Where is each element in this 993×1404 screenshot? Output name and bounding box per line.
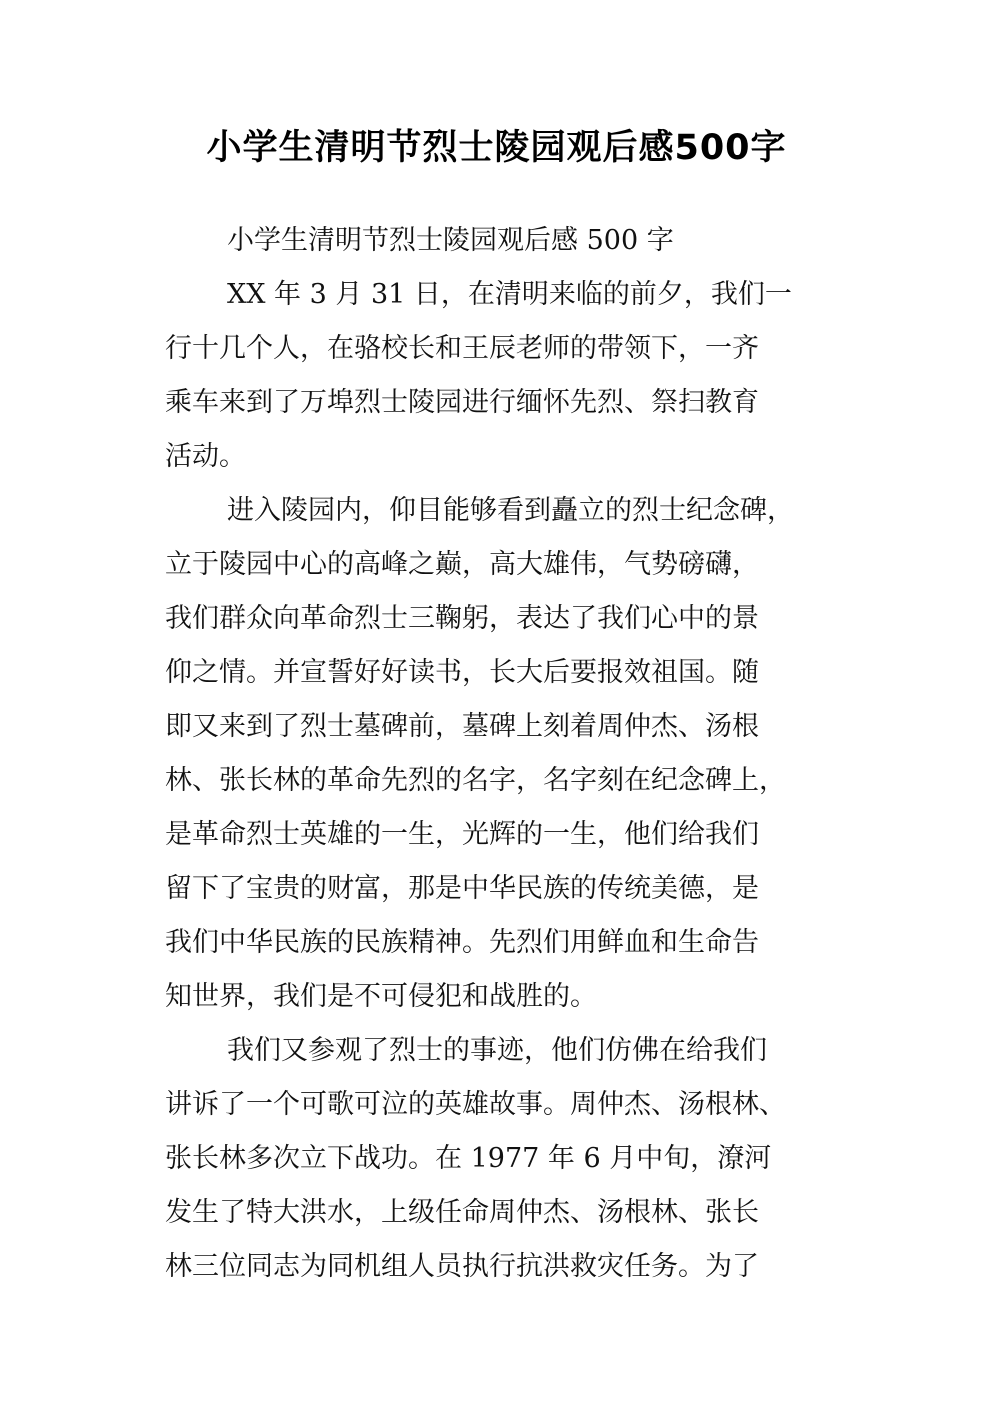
text-line: 讲诉了一个可歌可泣的英雄故事。周仲杰、汤根林、	[165, 1089, 786, 1120]
text-line: 仰之情。并宣誓好好读书，长大后要报效祖国。随	[165, 657, 759, 688]
text-line: 知世界，我们是不可侵犯和战胜的。	[165, 981, 597, 1012]
text-line: 林三位同志为同机组人员执行抗洪救灾任务。为了	[165, 1251, 759, 1282]
text-line: 乘车来到了万埠烈士陵园进行缅怀先烈、祭扫教育	[165, 387, 759, 418]
text-line: 我们群众向革命烈士三鞠躬，表达了我们心中的景	[165, 603, 759, 634]
document-title: 小学生清明节烈士陵园观后感500字	[206, 128, 787, 168]
text-line: 张长林多次立下战功。在 1977 年 6 月中旬，潦河	[165, 1143, 772, 1174]
text-line: 进入陵园内，仰目能够看到矗立的烈士纪念碑，	[227, 495, 794, 526]
text-line: 即又来到了烈士墓碑前，墓碑上刻着周仲杰、汤根	[165, 711, 759, 742]
text-line: 留下了宝贵的财富，那是中华民族的传统美德，是	[165, 873, 759, 904]
text-line: 行十几个人，在骆校长和王辰老师的带领下，一齐	[165, 333, 759, 364]
text-line-subtitle: 小学生清明节烈士陵园观后感 500 字	[227, 225, 674, 256]
text-line: 林、张长林的革命先烈的名字，名字刻在纪念碑上，	[165, 765, 786, 796]
text-line: 我们又参观了烈士的事迹，他们仿佛在给我们	[227, 1035, 767, 1066]
text-line: 是革命烈士英雄的一生，光辉的一生，他们给我们	[165, 819, 759, 850]
text-line: 立于陵园中心的高峰之巅，高大雄伟，气势磅礴，	[165, 549, 759, 580]
text-line: 我们中华民族的民族精神。先烈们用鲜血和生命告	[165, 927, 759, 958]
document-body	[165, 214, 835, 1294]
text-line: 发生了特大洪水，上级任命周仲杰、汤根林、张长	[165, 1197, 759, 1228]
text-line: 活动。	[165, 441, 246, 472]
text-line: XX 年 3 月 31 日，在清明来临的前夕，我们一	[227, 279, 792, 310]
